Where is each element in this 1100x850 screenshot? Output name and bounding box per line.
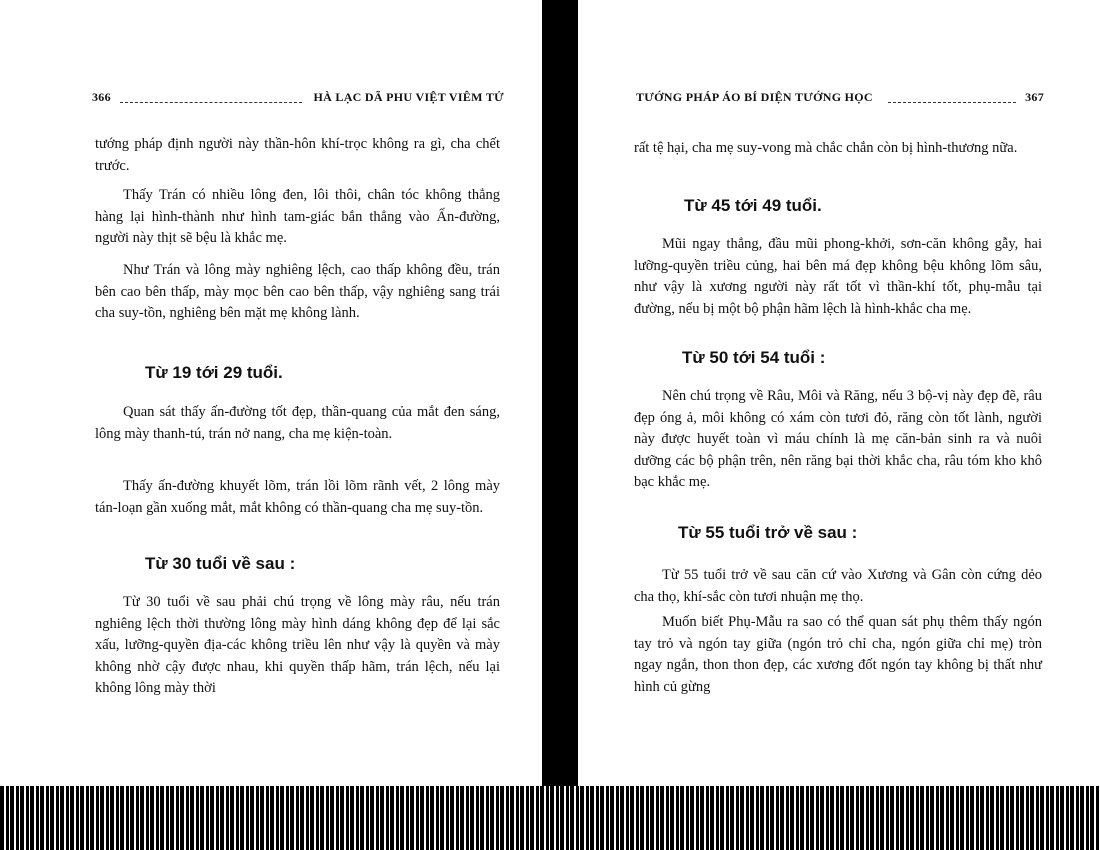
- paragraph: Như Trán và lông mày nghiêng lệch, cao thấp không đều, trán bên cao bên thấp, mày mọc bên cao bên thấp, vậy nghiêng sang trái cha suy-tồn, nghiêng bên mặt mẹ không lành.: [95, 262, 500, 321]
- paragraph: Quan sát thấy ấn-đường tốt đẹp, thần-quang của mắt đen sáng, lông mày thanh-tú, trán nở nang, cha mẹ kiện-toàn.: [95, 404, 500, 442]
- paragraph: Thấy Trán có nhiều lông đen, lôi thôi, chân tóc không thẳng hàng lại hình-thành như hình tam-giác bắn thẳng vào Ấn-đường, người này thịt sẽ bệu là khắc mẹ.: [95, 187, 500, 246]
- right-page-header: [636, 90, 1044, 110]
- section-heading: Từ 19 tới 29 tuổi.: [145, 363, 283, 382]
- paragraph: Nên chú trọng về Râu, Môi và Răng, nếu 3 bộ-vị này đẹp đẽ, râu đẹp óng ả, môi không có xám còn tươi đỏ, răng còn tốt lành, người này được huyết toàn vì máu chính là mẹ căn-bản sinh ra và nuôi dưỡng các bộ phận trên, nên răng bại thời khắc cha, râu tóm kho khô bạc khắc mẹ.: [634, 388, 1042, 490]
- section-heading: Từ 30 tuổi về sau :: [145, 554, 296, 573]
- left-page-header: [92, 90, 504, 110]
- scan-artifact-stripes: [0, 786, 1100, 850]
- paragraph: Muốn biết Phụ-Mẫu ra sao có thể quan sát phụ thêm thấy ngón tay trỏ và ngón tay giữa (ngón trỏ chỉ cha, ngón giữa chỉ mẹ) tròn ngay ngắn, thon thon đẹp, các xương đốt ngón tay không bị thất như hình củ gừng: [634, 614, 1042, 695]
- paragraph: tướng pháp định người này thần-hôn khí-trọc không ra gì, cha chết trước.: [95, 136, 500, 174]
- right-page-number: 367: [1025, 90, 1044, 104]
- paragraph: Mũi ngay thẳng, đầu mũi phong-khởi, sơn-căn không gẫy, hai lưỡng-quyền triều củng, hai bên má đẹp không bệu không lõm sâu, như vậy là xương người này rất tốt vì thần-khí tốt, phụ-mẫu tại đường, nếu bị một bộ phận hãm lệch là hình-khắc cha mẹ.: [634, 236, 1042, 317]
- paragraph: Từ 55 tuổi trở về sau căn cứ vào Xương và Gân còn cứng dẻo cha thọ, khí-sắc còn tươi nhuận mẹ thọ.: [634, 567, 1042, 605]
- header-rule: [120, 102, 302, 103]
- left-page: [0, 0, 542, 790]
- paragraph: Từ 30 tuổi về sau phải chú trọng về lông mày râu, nếu trán nghiêng lệch thời thường lông mày hình dáng không đẹp để lại sắc xấu, lưỡng-quyền địa-các không triều lên như vậy là quyền và mày không nhờ cậy được nhau, khi quyền thấp hãm, trán lệch, nếu lại không lông mày thời: [95, 594, 500, 696]
- section-heading: Từ 55 tuổi trở về sau :: [678, 523, 858, 542]
- paragraph: Thấy ấn-đường khuyết lõm, trán lồi lõm rãnh vết, 2 lông mày tán-loạn gần xuống mắt, mắt không có thần-quang cha mẹ suy-tồn.: [95, 478, 500, 516]
- left-running-title: HÀ LẠC DÃ PHU VIỆT VIÊM TỬ: [313, 90, 504, 104]
- section-heading: Từ 50 tới 54 tuổi :: [682, 348, 826, 367]
- right-page: [578, 0, 1100, 790]
- section-heading: Từ 45 tới 49 tuổi.: [684, 196, 822, 215]
- header-rule: [888, 102, 1016, 103]
- paragraph: rất tệ hại, cha mẹ suy-vong mà chắc chắn còn bị hình-thương nữa.: [634, 140, 1018, 156]
- left-page-number: 366: [92, 90, 111, 104]
- right-running-title: TƯỚNG PHÁP ÁO BÍ DIỆN TƯỚNG HỌC: [636, 90, 873, 104]
- book-gutter: [542, 0, 578, 790]
